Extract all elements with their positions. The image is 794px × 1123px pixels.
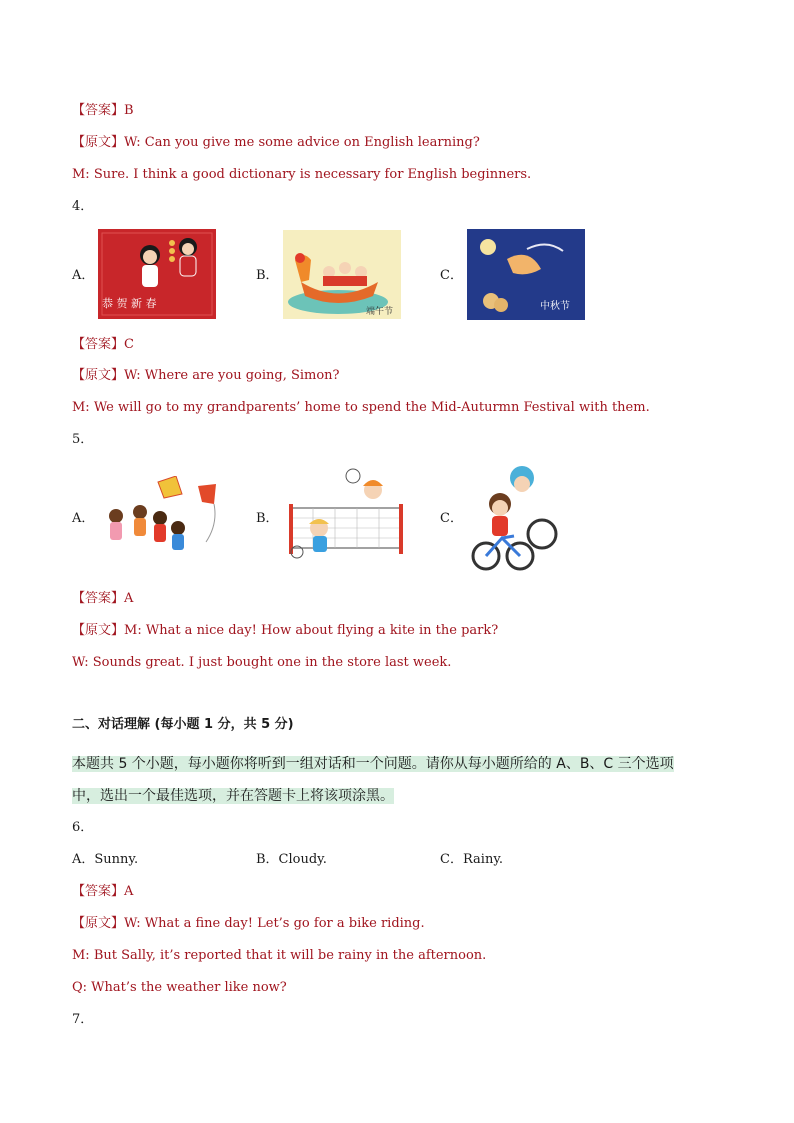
answer-value: C	[124, 337, 134, 352]
q6-answer	[72, 883, 133, 901]
section2-instruction-line1	[72, 754, 674, 774]
q3-answer	[72, 102, 134, 120]
q5-number: 5．	[72, 432, 94, 447]
section2-heading: 二、对话理解 (每小题 1 分，共 5 分)	[72, 717, 294, 732]
mid-autumn-festival-image	[467, 229, 585, 320]
script-text: W: Can you give me some advice on English learning?	[124, 135, 480, 150]
script-tag: 【原文】	[72, 623, 125, 638]
spring-festival-caption: 恭 贺 新 春	[102, 297, 157, 310]
q6-script-line2: M: But Sally, it’s reported that it will be rainy in the afternoon.	[72, 948, 487, 963]
instruction-text: 中，选出一个最佳选项，并在答题卡上将该项涂黑。	[72, 788, 394, 804]
q4-option-c-letter: C．	[440, 268, 463, 283]
answer-value: A	[124, 591, 134, 606]
q5-option-a-letter: A．	[72, 511, 95, 526]
q3-script-line2: M: Sure. I think a good dictionary is necessary for English beginners.	[72, 167, 532, 182]
q5-script-line2: W: Sounds great. I just bought one in the store last week.	[72, 655, 452, 670]
flying-kites-image	[98, 476, 226, 560]
mid-autumn-caption: 中秋节	[540, 301, 570, 312]
dragon-boat-festival-image	[283, 230, 401, 319]
spring-festival-image	[98, 229, 216, 319]
instruction-text: 本题共 5 个小题，每小题你将听到一组对话和一个问题。请你从每小题所给的 A、B、C 三个选项	[72, 756, 674, 772]
q4-answer	[72, 336, 134, 354]
script-tag: 【原文】	[72, 916, 125, 931]
q4-script-line2: M: We will go to my grandparents’ home to spend the Mid-Auturmn Festival with them.	[72, 400, 650, 415]
q5-option-c-letter: C．	[440, 511, 463, 526]
q6-script-line1	[72, 915, 425, 933]
q3-script-line1	[72, 134, 480, 152]
q5-script-line1	[72, 622, 498, 640]
q4-option-a-letter: A．	[72, 268, 95, 283]
q6-option-b: B．Cloudy.	[256, 852, 327, 867]
answer-value: B	[124, 103, 134, 118]
answer-value: A	[124, 884, 134, 899]
q6-script-line3: Q: What’s the weather like now?	[72, 980, 287, 995]
q6-option-a: A．Sunny.	[72, 852, 139, 867]
answer-tag: 【答案】	[72, 884, 125, 899]
q4-option-b-letter: B．	[256, 268, 279, 283]
dragon-boat-caption: 端午节	[366, 307, 394, 317]
answer-tag: 【答案】	[72, 591, 125, 606]
q6-option-c: C．Rainy.	[440, 852, 504, 867]
script-tag: 【原文】	[72, 368, 125, 383]
q4-script-line1	[72, 367, 340, 385]
riding-bikes-image	[470, 464, 560, 572]
q4-number: 4．	[72, 199, 94, 214]
q6-number: 6．	[72, 820, 94, 835]
q5-option-b-letter: B．	[256, 511, 279, 526]
q5-answer	[72, 590, 133, 608]
script-text: W: Where are you going, Simon?	[124, 368, 340, 383]
playing-tennis-image	[283, 466, 405, 570]
q7-number: 7．	[72, 1012, 94, 1027]
script-text: W: What a fine day! Let’s go for a bike riding.	[124, 916, 425, 931]
answer-tag: 【答案】	[72, 337, 125, 352]
script-tag: 【原文】	[72, 135, 125, 150]
script-text: M: What a nice day! How about flying a kite in the park?	[124, 623, 499, 638]
answer-tag: 【答案】	[72, 103, 125, 118]
section2-instruction-line2	[72, 786, 394, 806]
